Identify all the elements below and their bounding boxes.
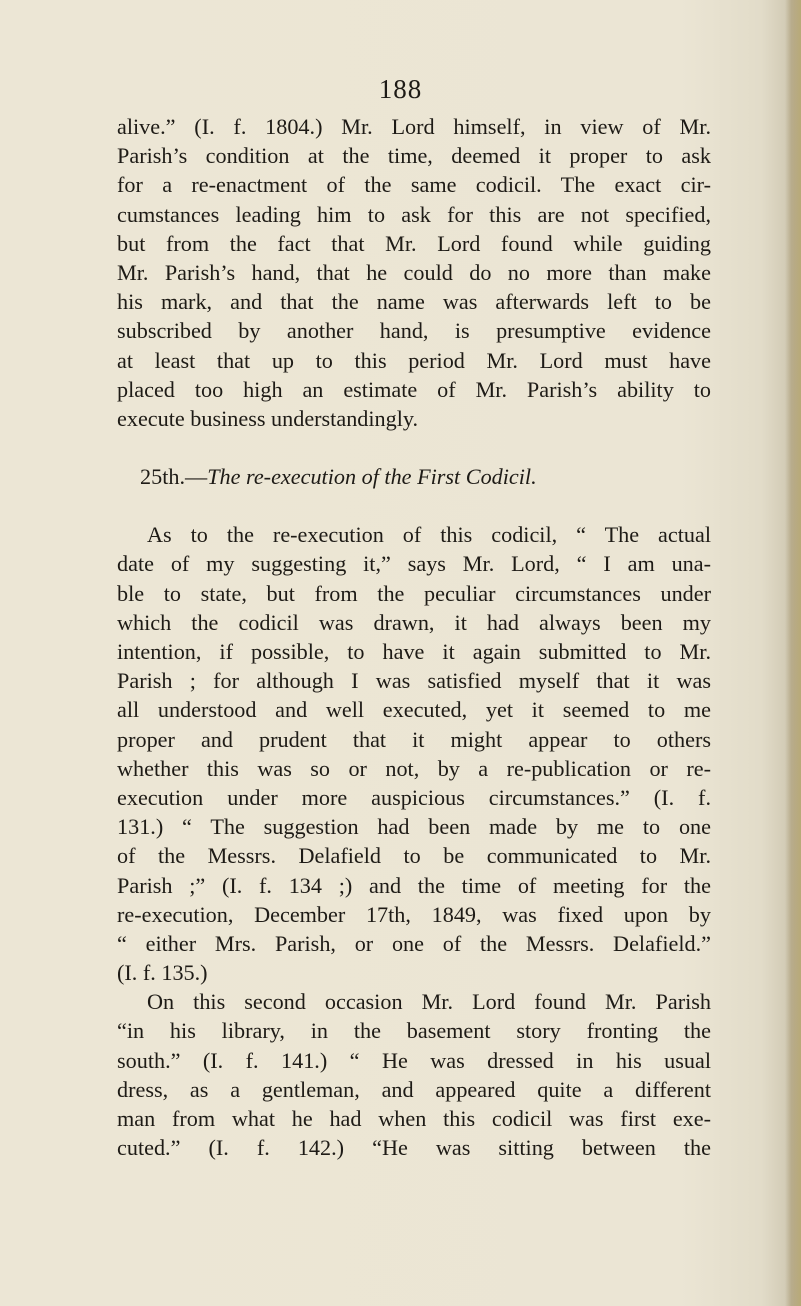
text-line: cumstances leading him to ask for this are not specified, bbox=[117, 201, 711, 227]
text-line: man from what he had when this codicil was first exe- bbox=[117, 1106, 711, 1131]
text-line: cuted.” (I. f. 142.) “He was sitting between the bbox=[117, 1135, 711, 1161]
text-line: all understood and well executed, yet it seemed to me bbox=[117, 697, 711, 723]
text-line: proper and prudent that it might appear to others bbox=[117, 726, 711, 752]
text-line: intention, if possible, to have it again submitted to Mr. bbox=[117, 639, 711, 664]
text-line: for a re-enactment of the same codicil. The exact cir- bbox=[117, 172, 711, 198]
text-line: “in his library, in the basement story fronting the bbox=[117, 1018, 711, 1044]
text-line: As to the re-execution of this codicil, “ The actual bbox=[147, 522, 711, 548]
text-line: Parish ;” (I. f. 134 ;) and the time of meeting for the bbox=[117, 872, 711, 898]
text-line: 131.) “ The suggestion had been made by me to one bbox=[117, 814, 711, 840]
page-edge bbox=[785, 0, 801, 1306]
text-line: (I. f. 135.) bbox=[117, 960, 208, 986]
text-line: execute business understandingly. bbox=[117, 405, 419, 431]
section-number: 25th.— bbox=[140, 464, 208, 490]
text-line: ble to state, but from the peculiar circumstances under bbox=[117, 580, 711, 606]
body-text bbox=[117, 112, 711, 1162]
text-line: south.” (I. f. 141.) “ He was dressed in his usual bbox=[117, 1047, 711, 1073]
text-line: “ either Mrs. Parish, or one of the Messrs. Delafield.” bbox=[117, 930, 711, 956]
text-line: execution under more auspicious circumstances.” (I. f. bbox=[117, 784, 711, 810]
text-line: dress, as a gentleman, and appeared quite a different bbox=[117, 1076, 711, 1102]
text-line: Parish’s condition at the time, deemed it proper to ask bbox=[117, 143, 711, 169]
paragraph-2 bbox=[117, 520, 711, 987]
text-line: alive.” (I. f. 1804.) Mr. Lord himself, in view of Mr. bbox=[117, 114, 711, 139]
text-line: at least that up to this period Mr. Lord must have bbox=[117, 347, 711, 373]
text-line: Parish ; for although I was satisfied myself that it was bbox=[117, 668, 711, 694]
text-line: re-execution, December 17th, 1849, was fixed upon by bbox=[117, 901, 711, 927]
section-title: The re-execution of the First Codicil. bbox=[207, 464, 537, 490]
text-line: date of my suggesting it,” says Mr. Lord, “ I am una- bbox=[117, 551, 711, 577]
text-line: On this second occasion Mr. Lord found Mr. Parish bbox=[147, 989, 711, 1015]
text-line: but from the fact that Mr. Lord found while guiding bbox=[117, 230, 711, 256]
text-line: Mr. Parish’s hand, that he could do no more than make bbox=[117, 259, 711, 285]
text-line: which the codicil was drawn, it had always been my bbox=[117, 609, 711, 635]
text-line: subscribed by another hand, is presumptive evidence bbox=[117, 318, 711, 344]
text-line: placed too high an estimate of Mr. Parish’s ability to bbox=[117, 376, 711, 402]
paragraph-1 bbox=[117, 112, 711, 433]
paragraph-3 bbox=[117, 987, 711, 1162]
page-number: 188 bbox=[378, 74, 423, 104]
text-line: his mark, and that the name was afterwards left to be bbox=[117, 289, 711, 315]
text-line: whether this was so or not, by a re-publication or re- bbox=[117, 755, 711, 781]
text-line: of the Messrs. Delafield to be communicated to Mr. bbox=[117, 843, 711, 869]
section-heading bbox=[117, 462, 711, 491]
